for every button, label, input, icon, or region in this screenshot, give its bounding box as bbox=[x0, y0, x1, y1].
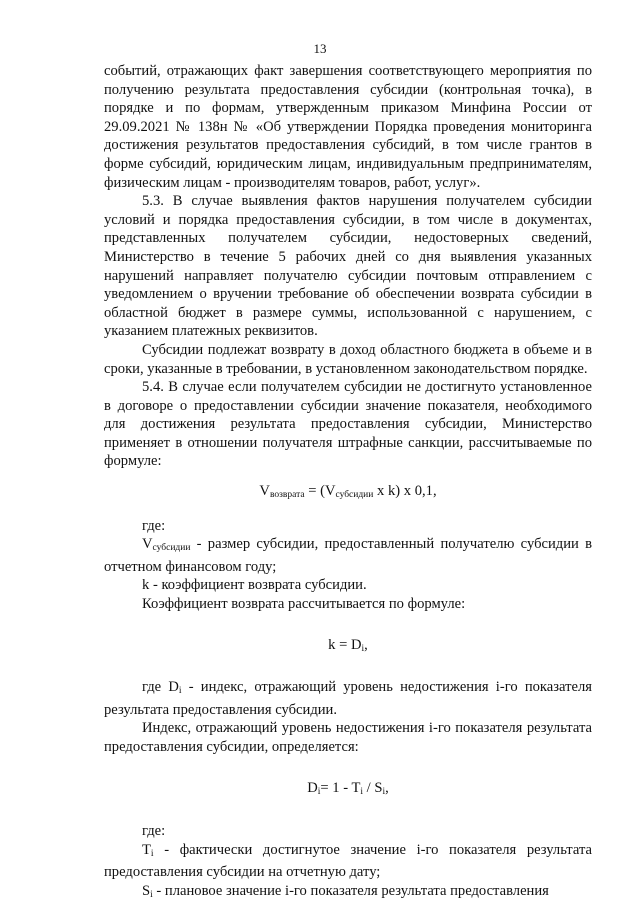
page-number: 13 bbox=[313, 41, 327, 56]
paragraph-refund: Субсидии подлежат возврату в доход областного бюджета в объеме и в сроки, указанные в требовании, в установленном законодательством порядке. bbox=[104, 341, 592, 377]
formula-index-lhs: D bbox=[307, 779, 318, 796]
formula-refund-mid-sub: субсидии bbox=[335, 490, 374, 501]
formula-refund-amount bbox=[104, 482, 592, 505]
paragraph-5-4: 5.4. В случае если получателем субсидии не достигнуто установленное в договоре о предоставлении субсидии значение показателя, необходимого для достижения результата предоставления субсидии, Министерство применяет в отношении получателя штрафные санкции, рассчитываемые по формуле: bbox=[104, 379, 592, 470]
formula-index-mid-sub: i bbox=[360, 786, 364, 797]
where-label-2: где: bbox=[142, 823, 166, 840]
document-body bbox=[104, 62, 592, 905]
formula-refund-rhs: x k) x 0,1, bbox=[373, 483, 437, 500]
definition-s-symbol: S bbox=[142, 882, 151, 899]
paragraph-5-3: 5.3. В случае выявления фактов нарушения получателем субсидии условий и порядка предоставления субсидии, в том числе в документах, представленных получателем субсидии, недостоверных сведений, Министерство в течение 5 рабочих дней со дня выявления указанных нарушений направляет получателю субсидии почтовым отправлением с уведомлением о вручении требование об обеспечении возврата субсидии в областной бюджет в размере суммы, использованной с нарушением, с указанием платежных реквизитов. bbox=[104, 193, 592, 340]
formula-index-mid: = 1 - T bbox=[320, 779, 361, 796]
formula-index-mid2: / S bbox=[363, 779, 383, 796]
formula-coefficient bbox=[104, 636, 592, 659]
formula-index bbox=[104, 779, 592, 802]
definition-t-symbol: T bbox=[142, 841, 151, 858]
paragraph-reporting: событий, отражающих факт завершения соответствующего мероприятия по получению результата предоставления субсидии (контрольная точка), в порядке и по формам, утвержденным приказом Минфина России от 29.09.2021 № 138н № «Об утверждении Порядка проведения мониторинга достижения результатов предоставления субсидий, в том числе грантов в форме субсидий, юридическим лицам, индивидуальным предпринимателям, физическим лицам - производителям товаров, работ, услуг». bbox=[104, 63, 592, 191]
formula-refund-mid: = (V bbox=[304, 483, 336, 500]
definition-v-sub: субсидии bbox=[152, 543, 191, 554]
formula-index-lhs-sub: i bbox=[317, 786, 321, 797]
formula-index-tail: , bbox=[385, 779, 389, 796]
formula-refund-lhs: V bbox=[259, 483, 270, 500]
formula-refund-lhs-sub: возврата bbox=[269, 490, 305, 501]
definition-d-sub: i bbox=[178, 686, 182, 697]
where-label-1: где: bbox=[142, 517, 166, 534]
definition-v-symbol: V bbox=[142, 536, 153, 553]
definition-t-text: - фактически достигнутое значение i-го показателя результата предоставления субсидии на отчетную дату; bbox=[104, 841, 592, 881]
coefficient-intro: Коэффициент возврата рассчитывается по формуле: bbox=[142, 596, 466, 613]
definition-k: k - коэффициент возврата субсидии. bbox=[142, 577, 367, 594]
definition-s bbox=[104, 882, 592, 905]
formula-coefficient-lhs: k = D bbox=[328, 636, 362, 653]
definition-v-text: - размер субсидии, предоставленный получателю субсидии в отчетном финансовом году; bbox=[104, 536, 592, 575]
definition-t-sub: i bbox=[150, 848, 154, 859]
definition-t bbox=[104, 841, 592, 882]
definition-d-var: где D bbox=[142, 679, 179, 696]
definition-d-text: - индекс, отражающий уровень недостижения i-го показателя результата предоставления субсидии. bbox=[104, 679, 592, 718]
index-intro: Индекс, отражающий уровень недостижения i-го показателя результата предоставления субсидии, определяется: bbox=[104, 720, 592, 755]
definition-d-index bbox=[104, 678, 592, 719]
formula-index-mid2-sub: i bbox=[382, 786, 386, 797]
formula-coefficient-sub: i bbox=[361, 643, 365, 654]
formula-coefficient-tail: , bbox=[364, 636, 368, 653]
definition-s-sub: i bbox=[150, 889, 153, 900]
definition-v-subsidy bbox=[104, 535, 592, 576]
definition-s-text: - плановое значение i-го показателя результата предоставления bbox=[152, 882, 549, 899]
